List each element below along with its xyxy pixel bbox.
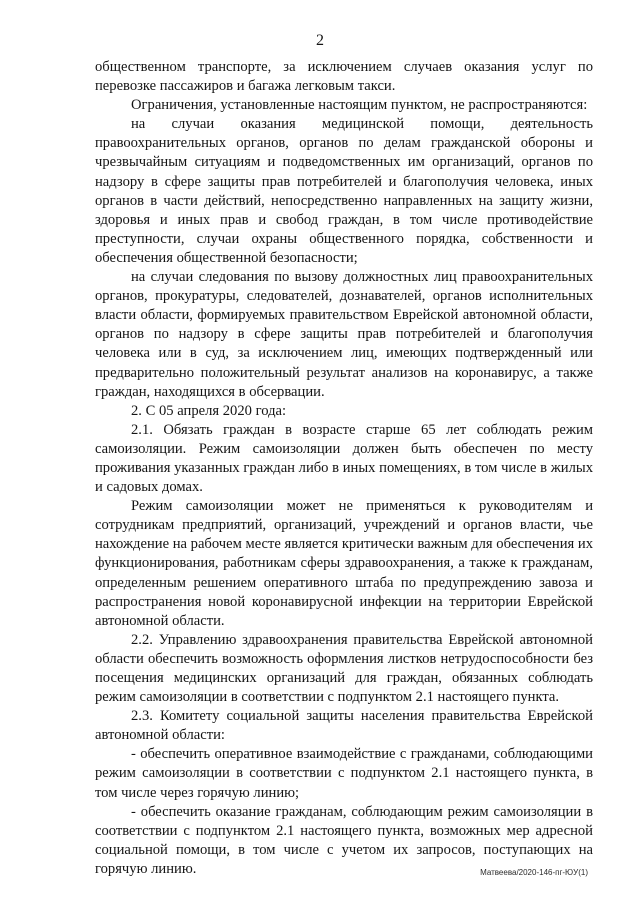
page-number: 2 <box>316 32 324 49</box>
document-footer-code: Матвеева/2020-146-пг-ЮУ(1) <box>480 868 588 877</box>
paragraph-item-2: 2. С 05 апреля 2020 года: <box>131 402 287 419</box>
paragraph-item-2-3: 2.3. Комитету социальной защиты населения правительства Еврейской автономной области: <box>95 708 593 744</box>
paragraph-bullet-hotline: - обеспечить оперативное взаимодействие с гражданами, соблюдающими режим самоизоляции в соответствии с подпунктом 2.1 настоящего пункта, в том числе через горячую линию; <box>95 746 593 801</box>
paragraph-medical-exception: на случаи оказания медицинской помощи, деятельность правоохранительных органов, органов по делам гражданской обороны и чрезвычайным ситуациям и подведомственных им организаций, органов по надзору в сфере защиты прав потребителей и благополучия человека, иных органов в части действий, непосредственно направленных на защиту жизни, здоровья и иных прав и свобод граждан, в том числе противодействие преступности, случаи охраны общественного порядка, собственности и обеспечения общественной безопасности; <box>95 116 593 266</box>
paragraph-item-2-2: 2.2. Управлению здравоохранения правительства Еврейской автономной области обеспечить возможность оформления листков нетрудоспособности без посещения медицинских организаций для граждан, обязанных соблюдать режим самоизоляции в соответствии с подпунктом 2.1 настоящего пункта. <box>95 631 593 706</box>
paragraph-restrictions-intro: Ограничения, установленные настоящим пунктом, не распространяются: <box>131 97 588 114</box>
paragraph-item-2-1: 2.1. Обязать граждан в возрасте старше 65 лет соблюдать режим самоизоляции. Режим самоизоляции должен быть обеспечен по месту проживания указанных граждан либо в иных помещениях, в том числе в жилых и садовых домах. <box>95 421 593 496</box>
document-body <box>95 58 593 879</box>
paragraph-bullet-social-aid: - обеспечить оказание гражданам, соблюдающим режим самоизоляции в соответствии с подпунктом 2.1 настоящего пункта, возможных мер адресной социальной помощи, в том числе с учетом их запросов, поступающих на горячую линию. <box>95 803 593 877</box>
paragraph-self-isolation-exception: Режим самоизоляции может не применяться к руководителям и сотрудникам предприятий, организаций, учреждений и органов власти, чье нахождение на рабочем месте является критически важным для обеспечения их функционирования, работникам сферы здравоохранения, а также к гражданам, определенным решением оперативного штаба по предупреждению завоза и распространения новой коронавирусной инфекции на территории Еврейской автономной области. <box>95 498 593 629</box>
paragraph-officials-exception: на случаи следования по вызову должностных лиц правоохранительных органов, прокуратуры, следователей, дознавателей, органов исполнительных власти области, формируемых правительством Еврейской автономной области, органов по надзору в сфере защиты прав потребителей и благополучия человека или в суд, за исключением лиц, имеющих подтвержденный или предварительно положительный результат анализов на коронавирус, а также граждан, находящихся в обсервации. <box>95 269 593 400</box>
paragraph-continuation: общественном транспорте, за исключением случаев оказания услуг по перевозке пассажиров и багажа легковым такси. <box>95 59 593 95</box>
